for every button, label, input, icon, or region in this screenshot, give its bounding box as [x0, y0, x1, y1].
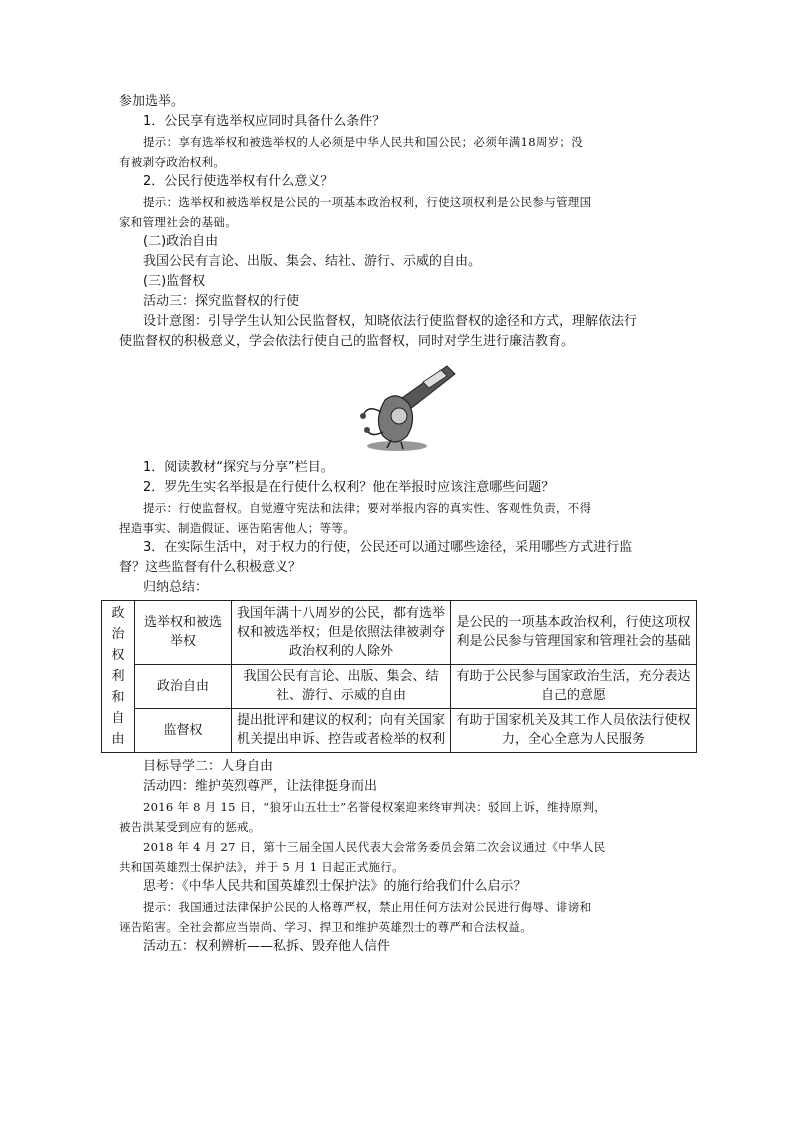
text-line: 家和管理社会的基础。	[119, 215, 237, 229]
text-line: 目标导学二：人身自由	[143, 759, 274, 774]
side-label-char: 利	[111, 669, 125, 684]
text-line: 思考：《中华人民共和国英雄烈士保护法》的施行给我们什么启示？	[143, 879, 527, 894]
table-row	[102, 601, 697, 665]
text-line: 2018 年 4 月 27 日，第十三届全国人民代表大会常务委员会第二次会议通过《中华人民	[143, 840, 606, 854]
text-line: 共和国英雄烈士保护法》，并于 5 月 1 日起正式施行。	[119, 860, 404, 874]
text-line: 活动五：权利辨析——私拆、毁弃他人信件	[143, 939, 391, 954]
table-cell-content: 提出批评和建议的权利；向有关国家机关提出申诉、控告或者检举的权利	[232, 708, 451, 752]
table-cell-name: 政治自由	[135, 664, 232, 708]
text-line: 督？这些监督有什么积极意义？	[119, 560, 302, 575]
side-label-char: 和	[111, 690, 125, 705]
text-block-bottom	[119, 757, 679, 957]
text-line: 1．阅读教材“探究与分享”栏目。	[143, 460, 334, 475]
text-line: 提示：我国通过法律保护公民的人格尊严权，禁止用任何方法对公民进行侮辱、诽谤和	[143, 900, 592, 914]
table-cell-meaning: 有助于国家机关及其工作人员依法行使权力，全心全意为人民服务	[451, 708, 697, 752]
text-line: 参加选举。	[119, 94, 185, 109]
side-label-char: 自	[111, 711, 125, 726]
side-label-char: 权	[111, 648, 125, 663]
text-line: 设计意图：引导学生认知公民监督权，知晓依法行使监督权的途径和方式，理解依法行	[143, 314, 638, 329]
text-line: 捏造事实、制造假证、诬告陷害他人；等等。	[119, 521, 355, 535]
text-line: 2．罗先生实名举报是在行使什么权利？他在举报时应该注意哪些问题？	[143, 480, 555, 495]
text-block-middle	[119, 458, 679, 598]
text-line: 提示：享有选举权和被选举权的人必须是中华人民共和国公民；必须年满18周岁；没	[143, 135, 584, 149]
text-line: 提示：选举权和被选举权是公民的一项基本政治权利，行使这项权利是公民参与管理国	[143, 195, 592, 209]
text-line: 有被剥夺政治权利。	[119, 155, 226, 169]
document-page	[111, 92, 691, 957]
text-line: 2016 年 8 月 15 日，“狼牙山五壮士”名誉侵权案迎来终审判决：驳回上诉，维持原判，	[143, 800, 607, 814]
text-block-top	[119, 92, 679, 352]
side-label-char: 政	[111, 606, 125, 621]
text-line: 诬告陷害。全社会都应当崇尚、学习、捍卫和维护英雄烈士的尊严和合法权益。	[119, 920, 532, 934]
table-cell-content: 我国公民有言论、出版、集会、结社、游行、示威的自由	[232, 664, 451, 708]
table-cell-meaning: 有助于公民参与国家政治生活，充分表达自己的意愿	[451, 664, 697, 708]
side-label-char: 治	[111, 627, 125, 642]
text-line: 2．公民行使选举权有什么意义？	[143, 174, 334, 189]
text-line: 提示：行使监督权。自觉遵守宪法和法律；要对举报内容的真实性、客观性负责，不得	[143, 501, 592, 515]
text-line: 被告洪某受到应有的惩戒。	[119, 820, 261, 834]
text-line: 我国公民有言论、出版、集会、结社、游行、示威的自由。	[143, 254, 482, 269]
text-line: 1．公民享有选举权应同时具备什么条件？	[143, 114, 386, 129]
table-cell-content: 我国年满十八周岁的公民，都有选举权和被选举权；但是依照法律被剥夺政治权利的人除外	[232, 601, 451, 665]
text-line: 归纳总结：	[143, 580, 209, 595]
summary-table	[101, 600, 697, 753]
text-line: 活动三：探究监督权的行使	[143, 294, 300, 309]
table-cell-name: 选举权和被选举权	[135, 601, 232, 665]
text-line: 使监督权的积极意义，学会依法行使自己的监督权，同时对学生进行廉洁教育。	[119, 334, 575, 349]
cartoon-pen-illustration	[337, 360, 467, 454]
illustration	[119, 360, 679, 454]
table-cell-meaning: 是公民的一项基本政治权利，行使这项权利是公民参与管理国家和管理社会的基础	[451, 601, 697, 665]
table-side-label	[102, 601, 135, 753]
side-label-char: 由	[111, 732, 125, 747]
text-line: 活动四：维护英烈尊严，让法律挺身而出	[143, 779, 378, 794]
text-line: (二)政治自由	[143, 234, 219, 249]
table-cell-name: 监督权	[135, 708, 232, 752]
table-row	[102, 664, 697, 708]
table-row	[102, 708, 697, 752]
text-line: (三)监督权	[143, 274, 206, 289]
text-line: 3．在实际生活中，对于权力的行使，公民还可以通过哪些途径，采用哪些方式进行监	[143, 540, 633, 555]
